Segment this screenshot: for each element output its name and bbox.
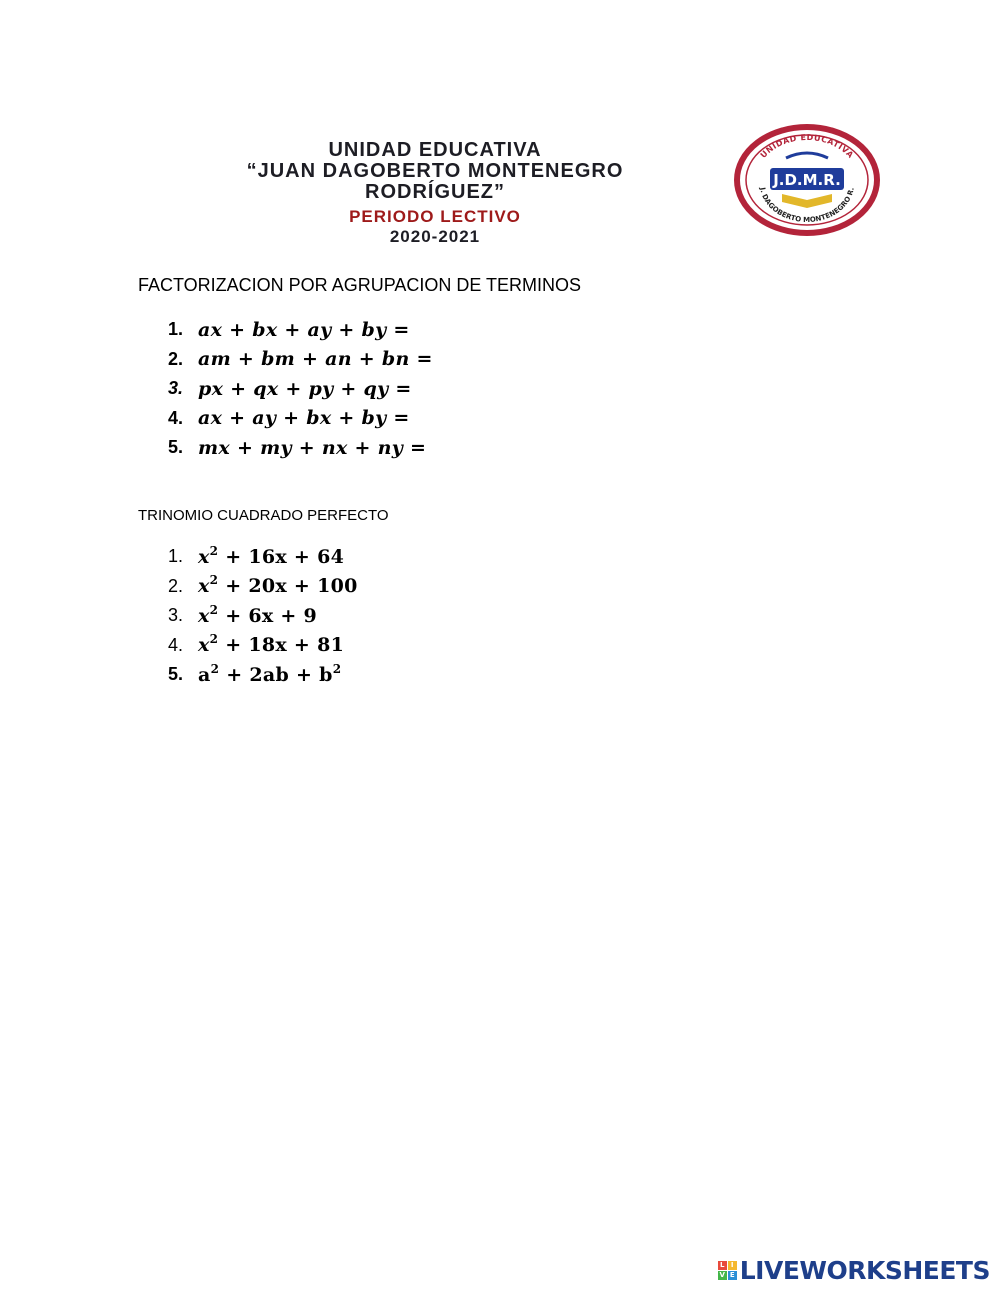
math-expression xyxy=(198,634,344,656)
section-title-trinomial: TRINOMIO CUADRADO PERFECTO xyxy=(138,507,389,524)
list-item xyxy=(168,660,358,690)
list-item xyxy=(168,315,433,345)
math-expression: mx + my + nx + ny = xyxy=(198,436,427,459)
item-number: 3. xyxy=(168,605,184,626)
section-title-grouping: FACTORIZACION POR AGRUPACION DE TERMINOS xyxy=(138,275,582,295)
list-item xyxy=(168,601,358,631)
math-expression: am + bm + an + bn = xyxy=(198,348,433,371)
list-item xyxy=(168,404,433,434)
math-expression xyxy=(198,543,345,568)
logo-letter: L xyxy=(718,1261,727,1270)
expr-exponent: 2 xyxy=(210,661,220,676)
expr-base: a xyxy=(198,663,211,686)
math-expression xyxy=(198,575,358,597)
school-logo xyxy=(734,124,880,236)
school-name-line1: UNIDAD EDUCATIVA xyxy=(328,139,542,161)
expr-rest: + 20x + 100 xyxy=(218,575,358,598)
liveworksheets-logo-icon xyxy=(718,1261,737,1280)
expr-rest: + 6x + 9 xyxy=(218,604,318,627)
logo-initials: J.D.M.R. xyxy=(773,171,841,189)
item-number: 2. xyxy=(168,348,184,369)
item-number: 1. xyxy=(168,546,184,567)
math-expression xyxy=(198,661,342,686)
school-header xyxy=(140,140,730,245)
logo-bottom-text: J. DAGOBERTO MONTENEGRO R. xyxy=(758,186,856,225)
math-expression: ax + bx + ay + by = xyxy=(198,318,410,341)
period-years: 2020-2021 xyxy=(389,227,481,246)
expr-rest: + 16x + 64 xyxy=(218,545,345,568)
expr-base: x xyxy=(198,634,210,657)
period-label: PERIODO LECTIVO xyxy=(349,207,521,226)
item-number: 5. xyxy=(168,664,184,685)
expr-middle: + 2ab + b xyxy=(219,663,333,686)
item-number: 5. xyxy=(168,437,184,458)
list-item xyxy=(168,631,358,661)
math-expression xyxy=(198,602,318,627)
list-item xyxy=(168,374,433,404)
liveworksheets-watermark[interactable] xyxy=(718,1255,990,1285)
list-item xyxy=(168,572,358,602)
list-item xyxy=(168,433,433,463)
expr-base: x xyxy=(198,604,210,627)
logo-letter: V xyxy=(719,1271,725,1279)
expr-exponent: 2 xyxy=(209,543,219,558)
expr-exponent: 2 xyxy=(209,632,219,647)
trinomial-exercise-list xyxy=(168,542,358,690)
grouping-exercise-list xyxy=(168,315,433,463)
expr-exponent: 2 xyxy=(209,573,219,588)
math-expression: px + qx + py + qy = xyxy=(198,377,412,400)
math-expression: ax + ay + bx + by = xyxy=(198,407,410,430)
expr-exponent: 2 xyxy=(209,602,219,617)
school-name-line2: “JUAN DAGOBERTO MONTENEGRO xyxy=(246,160,624,182)
expr-base: x xyxy=(198,545,210,568)
item-number: 2. xyxy=(168,575,184,596)
expr-exponent-2: 2 xyxy=(332,661,342,676)
school-name-line3: RODRÍGUEZ” xyxy=(365,181,505,203)
list-item xyxy=(168,345,433,375)
list-item xyxy=(168,542,358,572)
item-number: 4. xyxy=(168,634,184,655)
expr-base: x xyxy=(198,575,210,598)
watermark-text: LIVEWORKSHEETS xyxy=(739,1255,990,1285)
logo-letter: E xyxy=(728,1271,737,1280)
logo-top-text: UNIDAD EDUCATIVA xyxy=(758,132,856,160)
logo-letter: I xyxy=(728,1261,737,1270)
expr-rest: + 18x + 81 xyxy=(218,634,345,657)
item-number: 3. xyxy=(168,378,184,399)
item-number: 4. xyxy=(168,407,184,428)
item-number: 1. xyxy=(168,319,184,340)
